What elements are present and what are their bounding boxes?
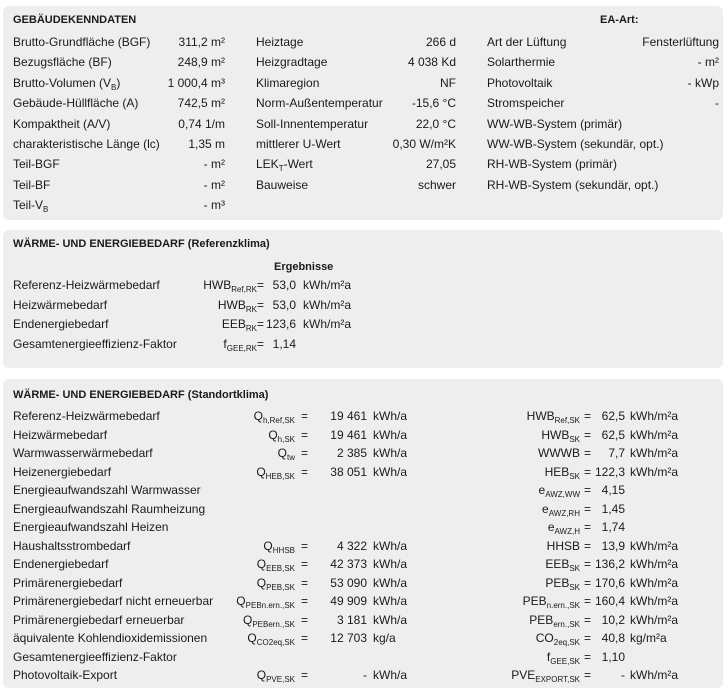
site-value: 49 909 xyxy=(330,594,367,608)
site-value2: 40,8 xyxy=(601,631,625,645)
site-label: Energieaufwandszahl Raumheizung xyxy=(13,501,206,516)
col3-value: - m² xyxy=(697,55,719,69)
site-value2: 1,10 xyxy=(601,649,625,664)
site-label: Primärenergiebedarf xyxy=(13,575,123,590)
site-symbol-q-symbol: Q xyxy=(256,557,267,571)
site-eq: = xyxy=(301,538,309,553)
site-symbol-spec xyxy=(450,483,580,497)
site-eq2: = xyxy=(584,446,592,460)
site-value2: 170,6 xyxy=(595,575,626,590)
building-data-panel xyxy=(3,6,723,220)
col3-label-text: WW-WB-System (sekundär, opt.) xyxy=(487,137,664,151)
site-symbol-spec-subscript: AWZ,H xyxy=(554,527,580,536)
site-symbol-spec xyxy=(450,650,580,664)
ref-symbol-subscript: RK xyxy=(245,304,257,314)
col2-label-text: Norm-Außentemperatur xyxy=(256,96,383,110)
ref-eq: = xyxy=(257,278,265,292)
site-symbol-q-symbol: Q xyxy=(256,668,267,682)
site-symbol-spec xyxy=(450,613,580,627)
site-unit2: kWh/m²a xyxy=(630,538,678,553)
site-unit: kWh/a xyxy=(373,446,408,460)
site-value2: 7,7 xyxy=(608,446,625,460)
site-symbol-spec-subscript: n.ern.,SK xyxy=(546,601,580,610)
site-value: 19 461 xyxy=(330,409,367,423)
site-unit2: kWh/m²a xyxy=(630,446,678,460)
ref-symbol xyxy=(137,298,257,312)
col2-label-text: Heizgradtage xyxy=(256,55,328,69)
site-title: WÄRME- UND ENERGIEBEDARF (Standortklima) xyxy=(13,389,269,401)
ref-symbol-symbol: HWB xyxy=(203,278,232,292)
site-unit2: kWh/m²a xyxy=(630,594,678,608)
site-symbol-spec-symbol: EEB xyxy=(545,557,570,571)
col1-label-text: Brutto-Volumen (V xyxy=(13,76,112,90)
site-symbol-q xyxy=(155,539,295,553)
ref-unit: kWh/m²a xyxy=(303,278,351,292)
site-value2: 4,15 xyxy=(601,483,625,497)
site-label: äquivalente Kohlendioxidemissionen xyxy=(13,631,208,645)
col2-label-text: LEK xyxy=(256,157,279,171)
site-eq2: = xyxy=(584,575,592,590)
site-value: 19 461 xyxy=(330,427,367,442)
site-symbol-q xyxy=(155,557,295,571)
site-value: 53 090 xyxy=(330,575,367,590)
site-symbol-spec xyxy=(450,594,580,608)
ref-label: Gesamtenergieeffizienz-Faktor xyxy=(13,336,177,351)
col3-label-text: Solarthermie xyxy=(487,55,556,69)
site-symbol-q xyxy=(155,668,295,682)
site-symbol-spec xyxy=(450,502,580,516)
site-eq2: = xyxy=(584,594,592,608)
site-symbol-spec xyxy=(450,409,580,423)
col2-value: 27,05 xyxy=(425,157,456,171)
col2-label-text: Klimaregion xyxy=(256,76,320,90)
ref-label: Referenz-Heizwärmebedarf xyxy=(13,278,160,292)
ref-value: 123,6 xyxy=(265,317,296,331)
col3-label xyxy=(487,137,663,151)
site-symbol-q-subscript: tw xyxy=(287,453,295,462)
col1-label-text: Teil-V xyxy=(13,198,44,212)
col3-label xyxy=(487,96,564,110)
ref-symbol xyxy=(137,317,257,331)
col1-label xyxy=(13,55,112,69)
site-label: Energieaufwandszahl Heizen xyxy=(13,520,169,534)
site-symbol-spec-subscript: SK xyxy=(569,471,580,481)
site-value: 12 703 xyxy=(330,631,367,645)
ref-symbol-subscript: GEE,RK xyxy=(226,343,257,353)
site-unit: kWh/a xyxy=(373,668,408,682)
site-value: 2 385 xyxy=(336,446,367,460)
ref-symbol-symbol: HWB xyxy=(217,297,246,312)
site-symbol-q-subscript: HEB,SK xyxy=(265,471,295,481)
col2-value: 22,0 °C xyxy=(415,117,456,131)
site-symbol-spec xyxy=(450,668,580,682)
site-symbol-q xyxy=(155,576,295,590)
site-symbol-spec-subscript: AWZ,RH xyxy=(548,508,580,518)
site-eq2: = xyxy=(584,501,592,516)
col2-label xyxy=(256,178,308,192)
ref-value: 1,14 xyxy=(272,336,296,351)
site-symbol-spec xyxy=(450,428,580,442)
site-symbol-q-symbol: Q xyxy=(263,538,273,553)
site-value2: 160,4 xyxy=(595,594,626,608)
building-data-title: GEBÄUDEKENNDATEN xyxy=(13,14,137,26)
site-eq: = xyxy=(301,557,309,571)
site-value: 3 181 xyxy=(336,612,367,627)
site-label: Endenergiebedarf xyxy=(13,557,109,571)
site-eq2: = xyxy=(584,427,592,442)
site-unit: kWh/a xyxy=(373,612,408,627)
site-symbol-spec-symbol: f xyxy=(546,649,551,664)
site-label: Referenz-Heizwärmebedarf xyxy=(13,409,160,423)
site-eq: = xyxy=(301,631,309,645)
ref-symbol-subscript: Ref,RK xyxy=(231,285,257,294)
site-unit: kWh/a xyxy=(373,538,408,553)
site-unit2: kWh/m²a xyxy=(630,409,678,423)
col1-value: 0,74 1/m xyxy=(178,117,225,131)
site-symbol-q-symbol: Q xyxy=(247,631,257,645)
col1-label-text: Kompaktheit (A/V) xyxy=(13,117,111,131)
col3-label-text: Photovoltaik xyxy=(487,76,553,90)
site-label: Heizenergiebedarf xyxy=(13,464,112,479)
col1-label-end: ) xyxy=(116,76,121,90)
site-eq2: = xyxy=(584,649,592,664)
site-unit: kWh/a xyxy=(373,557,408,571)
col2-label-text: Heiztage xyxy=(256,35,304,49)
site-symbol-q xyxy=(155,631,295,645)
site-eq2: = xyxy=(584,538,592,553)
site-symbol-spec-symbol: PVE xyxy=(511,668,536,682)
site-symbol-q-subscript: h,Ref,SK xyxy=(262,416,295,425)
site-value2: 136,2 xyxy=(595,557,626,571)
site-symbol-spec-symbol: e xyxy=(547,520,555,534)
site-symbol-q-symbol: Q xyxy=(256,464,266,479)
site-symbol-spec xyxy=(450,465,580,479)
site-unit: kWh/a xyxy=(373,575,408,590)
site-symbol-spec-subscript: 2eq,SK xyxy=(553,638,580,647)
col1-value: 1,35 m xyxy=(188,137,225,151)
col2-label-text: mittlerer U-Wert xyxy=(256,137,341,151)
col1-label-subscript: B xyxy=(43,205,49,214)
site-symbol-spec-symbol: HWB xyxy=(526,409,555,423)
site-unit: kWh/a xyxy=(373,464,408,479)
site-symbol-q-subscript: PEBn.ern.,SK xyxy=(245,601,295,610)
site-value: - xyxy=(363,668,367,682)
ref-eq: = xyxy=(257,317,265,331)
col2-label xyxy=(256,76,319,90)
site-symbol-q xyxy=(155,594,295,608)
site-symbol-spec-subscript: SK xyxy=(569,582,580,592)
ref-unit: kWh/m²a xyxy=(303,297,351,312)
col1-value: - m² xyxy=(203,178,225,192)
col1-label xyxy=(13,117,110,131)
col2-label-subscript: T xyxy=(278,164,284,173)
site-symbol-spec-symbol: e xyxy=(542,501,549,516)
site-symbol-spec-subscript: Ref,SK xyxy=(554,416,580,425)
site-symbol-spec xyxy=(450,631,580,645)
site-symbol-q-subscript: PVE,SK xyxy=(266,675,295,684)
site-value2: - xyxy=(621,668,625,682)
site-eq2: = xyxy=(584,631,592,645)
ref-value: 53,0 xyxy=(272,297,296,312)
col3-label xyxy=(487,117,622,131)
col3-label xyxy=(487,55,555,69)
site-eq2: = xyxy=(584,409,592,423)
site-symbol-spec-symbol: CO xyxy=(535,631,554,645)
site-symbol-spec-subscript: GEE,SK xyxy=(550,656,580,666)
ea-art-label: EA-Art: xyxy=(600,14,639,26)
col1-label-text: Teil-BF xyxy=(13,178,51,192)
reference-climate-panel xyxy=(3,230,723,368)
site-unit: kWh/a xyxy=(373,409,408,423)
col2-label-text: Soll-Innentemperatur xyxy=(256,117,369,131)
site-eq: = xyxy=(301,612,309,627)
site-symbol-q-symbol: Q xyxy=(242,612,253,627)
col2-label xyxy=(256,35,303,49)
site-symbol-q-symbol: Q xyxy=(253,409,263,423)
col1-label xyxy=(13,76,120,90)
site-eq2: = xyxy=(584,557,592,571)
site-symbol-spec-subscript: ern.,SK xyxy=(553,619,580,629)
site-value: 38 051 xyxy=(330,464,367,479)
site-symbol-q-subscript: PEB,SK xyxy=(266,582,295,592)
site-label: Photovoltaik-Export xyxy=(13,668,118,682)
reference-title: WÄRME- UND ENERGIEBEDARF (Referenzklima) xyxy=(13,238,270,250)
ref-symbol-symbol: EEB xyxy=(221,317,246,331)
site-value: 42 373 xyxy=(330,557,367,571)
site-label: Heizwärmebedarf xyxy=(13,427,108,442)
col2-label-end: -Wert xyxy=(283,157,313,171)
col1-value: 1 000,4 m³ xyxy=(167,76,225,90)
site-unit2: kWh/m²a xyxy=(630,557,678,571)
site-unit: kWh/a xyxy=(373,594,408,608)
site-symbol-q-symbol: Q xyxy=(277,446,287,460)
site-symbol-q-symbol: Q xyxy=(236,594,246,608)
site-value2: 62,5 xyxy=(601,409,625,423)
site-climate-panel xyxy=(3,379,723,688)
col1-label xyxy=(13,157,60,171)
col3-label-text: RH-WB-System (primär) xyxy=(487,157,617,171)
site-symbol-spec-symbol: PEB xyxy=(545,575,570,590)
col1-value: - m² xyxy=(203,157,225,171)
col2-value: 266 d xyxy=(425,35,456,49)
ref-unit: kWh/m²a xyxy=(303,317,351,331)
site-symbol-q-subscript: HHSB xyxy=(272,545,295,555)
col1-label-text: Teil-BGF xyxy=(13,157,60,171)
site-value2: 10,2 xyxy=(601,612,625,627)
site-unit2: kWh/m²a xyxy=(630,427,678,442)
site-symbol-spec-subscript: AWZ,WW xyxy=(545,490,580,499)
col3-value: Fensterlüftung xyxy=(642,35,719,49)
col1-value: 248,9 m² xyxy=(177,55,225,69)
site-eq2: = xyxy=(584,464,592,479)
site-symbol-q-subscript: EEB,SK xyxy=(266,564,295,573)
site-symbol-spec xyxy=(450,520,580,534)
site-symbol-spec xyxy=(450,576,580,590)
col2-value: -15,6 °C xyxy=(411,96,456,110)
site-value: 4 322 xyxy=(336,538,367,553)
site-value2: 1,45 xyxy=(601,501,625,516)
site-eq: = xyxy=(301,409,309,423)
ref-value: 53,0 xyxy=(272,278,296,292)
site-eq2: = xyxy=(584,612,592,627)
col1-label-text: charakteristische Länge (lc) xyxy=(13,137,160,151)
site-symbol-q xyxy=(155,613,295,627)
ref-symbol xyxy=(137,278,257,292)
site-value2: 1,74 xyxy=(601,520,625,534)
site-symbol-q xyxy=(155,465,295,479)
results-header: Ergebnisse xyxy=(274,261,334,273)
col3-label-text: Art der Lüftung xyxy=(487,35,567,49)
col2-label-text: Bauweise xyxy=(256,178,309,192)
site-symbol-spec-symbol: e xyxy=(538,483,546,497)
col2-label xyxy=(256,137,340,151)
site-eq: = xyxy=(301,464,309,479)
site-symbol-spec xyxy=(450,446,580,460)
col1-label-text: Brutto-Grundfläche (BGF) xyxy=(13,35,151,49)
col1-label-subscript: B xyxy=(111,83,117,92)
site-eq: = xyxy=(301,668,309,682)
site-unit2: kWh/m²a xyxy=(630,668,678,682)
ref-eq: = xyxy=(257,297,265,312)
site-value2: 122,3 xyxy=(595,464,626,479)
site-unit: kWh/a xyxy=(373,427,408,442)
site-label: Primärenergiebedarf erneuerbar xyxy=(13,612,185,627)
site-eq: = xyxy=(301,427,309,442)
site-symbol-q xyxy=(155,446,295,460)
site-symbol-q-subscript: PEBern.,SK xyxy=(252,619,295,629)
site-eq: = xyxy=(301,575,309,590)
col3-label-text: Stromspeicher xyxy=(487,96,565,110)
site-symbol-spec-subscript: SK xyxy=(569,564,580,573)
col1-label xyxy=(13,178,50,192)
ref-label: Heizwärmebedarf xyxy=(13,297,108,312)
ref-symbol-symbol: f xyxy=(223,336,227,351)
site-symbol-spec-subscript: SK xyxy=(569,434,580,444)
col3-value: - xyxy=(715,96,719,110)
site-symbol-spec xyxy=(450,557,580,571)
site-symbol-spec-symbol: PEB xyxy=(522,594,547,608)
col2-label xyxy=(256,157,313,171)
site-label: Energieaufwandszahl Warmwasser xyxy=(13,483,201,497)
site-symbol-spec-symbol: PEB xyxy=(529,612,554,627)
col3-label xyxy=(487,35,566,49)
col2-value: 0,30 W/m²K xyxy=(392,137,456,151)
site-eq2: = xyxy=(584,520,592,534)
site-symbol-spec xyxy=(450,539,580,553)
site-symbol-q-symbol: Q xyxy=(268,427,278,442)
col1-value: - m³ xyxy=(203,198,225,212)
site-symbol-spec-symbol: HWB xyxy=(541,427,570,442)
site-symbol-q-subscript: h,SK xyxy=(277,434,295,444)
site-unit2: kWh/m²a xyxy=(630,464,678,479)
col1-value: 742,5 m² xyxy=(177,96,225,110)
col1-value: 311,2 m² xyxy=(178,35,225,49)
site-unit2: kWh/m²a xyxy=(630,575,678,590)
site-symbol-q-subscript: CO2eq,SK xyxy=(256,638,295,647)
site-value2: 13,9 xyxy=(601,538,625,553)
col3-label xyxy=(487,178,658,192)
site-unit: kg/a xyxy=(373,631,396,645)
site-symbol-spec-symbol: HHSB xyxy=(546,538,580,553)
site-symbol-q xyxy=(155,409,295,423)
col3-value: - kWp xyxy=(687,76,719,90)
site-unit2: kWh/m²a xyxy=(630,612,678,627)
ref-eq: = xyxy=(257,336,265,351)
site-eq2: = xyxy=(584,483,592,497)
site-symbol-q xyxy=(155,428,295,442)
site-eq2: = xyxy=(584,668,592,682)
site-label: Haushaltsstrombedarf xyxy=(13,538,131,553)
col3-label xyxy=(487,157,617,171)
site-symbol-spec-symbol: WWWB xyxy=(538,446,580,460)
col3-label-text: RH-WB-System (sekundär, opt.) xyxy=(487,178,659,192)
site-symbol-spec-subscript: EXPORT,SK xyxy=(535,675,580,684)
col2-label xyxy=(256,55,327,69)
site-label: Primärenergiebedarf nicht erneuerbar xyxy=(13,594,214,608)
site-value2: 62,5 xyxy=(601,427,625,442)
site-unit2: kg/m²a xyxy=(630,631,667,645)
site-eq: = xyxy=(301,446,309,460)
col1-label xyxy=(13,198,48,212)
col2-value: 4 038 Kd xyxy=(407,55,456,69)
site-label: Gesamtenergieeffizienz-Faktor xyxy=(13,649,177,664)
col2-value: schwer xyxy=(417,178,456,192)
col1-label-text: Bezugsfläche (BF) xyxy=(13,55,112,69)
ref-symbol-subscript: RK xyxy=(245,324,257,333)
site-symbol-spec-symbol: HEB xyxy=(544,464,570,479)
col1-label-text: Gebäude-Hüllfläche (A) xyxy=(13,96,139,110)
site-label: Warmwasserwärmebedarf xyxy=(13,446,153,460)
ref-symbol xyxy=(137,337,257,351)
site-symbol-q-symbol: Q xyxy=(256,575,267,590)
col3-label-text: WW-WB-System (primär) xyxy=(487,117,623,131)
ref-label: Endenergiebedarf xyxy=(13,317,109,331)
site-eq: = xyxy=(301,594,309,608)
col2-value: NF xyxy=(440,76,456,90)
col3-label xyxy=(487,76,552,90)
